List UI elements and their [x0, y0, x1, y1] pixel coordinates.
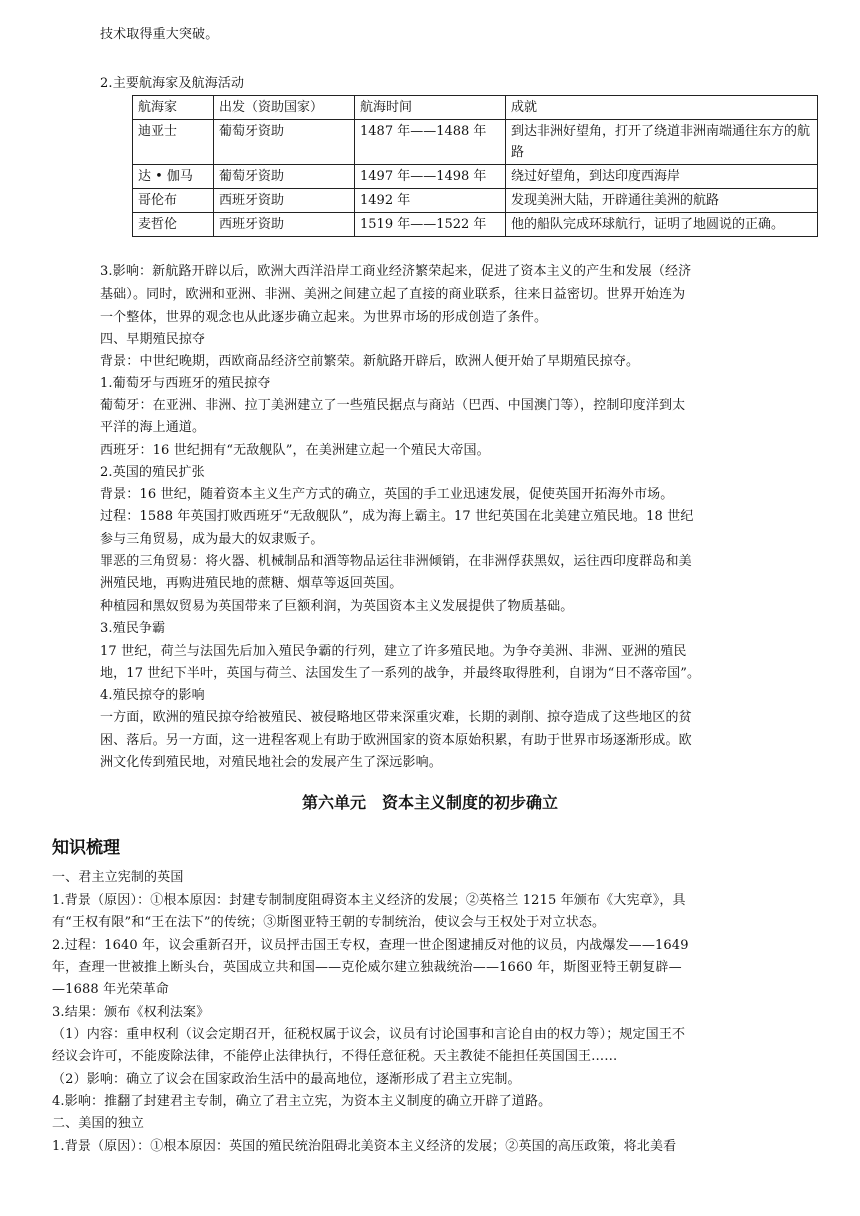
table-header-cell: 航海家 — [133, 96, 214, 120]
table-cell: 发现美洲大陆，开辟通往美洲的航路 — [506, 189, 818, 213]
table-cell: 1497 年——1498 年 — [355, 165, 506, 189]
text-line: 过程：1588 年英国打败西班牙“无敌舰队”，成为海上霸主。17 世纪英国在北美建立殖民地。18 世纪 — [100, 509, 694, 524]
text-line: 经议会许可，不能废除法律，不能停止法律执行，不得任意征税。天主教徒不能担任英国国王…… — [52, 1049, 618, 1064]
text-line: 3.影响：新航路开辟以后，欧洲大西洋沿岸工商业经济繁荣起来，促进了资本主义的产生和发展（经济 — [100, 264, 692, 279]
text-line: 葡萄牙：在亚洲、非洲、拉丁美洲建立了一些殖民据点与商站（巴西、中国澳门等），控制印度洋到太 — [100, 398, 686, 413]
table-cell: 他的船队完成环球航行，证明了地圆说的正确。 — [506, 213, 818, 237]
text-line: 平洋的海上通道。 — [100, 420, 206, 435]
text-line: 3.结果：颁布《权利法案》 — [52, 1005, 210, 1020]
text-line: （1）内容：重申权利（议会定期召开，征税权属于议会，议员有讨论国事和言论自由的权力等）；规定国王不 — [52, 1027, 686, 1042]
text-line: 罪恶的三角贸易：将火器、机械制品和酒等物品运往非洲倾销，在非洲俘获黑奴，运往西印度群岛和美 — [100, 554, 692, 569]
text-line: 年，查理一世被推上断头台，英国成立共和国——克伦威尔建立独裁统治——1660 年，斯图亚特王朝复辟— — [52, 960, 682, 975]
text-line: 1.背景（原因）：①根本原因：封建专制制度阻碍资本主义经济的发展；②英格兰 1215 年颁布《大宪章》，具 — [52, 893, 686, 908]
text-line: 西班牙：16 世纪拥有“无敌舰队”，在美洲建立起一个殖民大帝国。 — [100, 443, 490, 458]
table-row — [133, 213, 818, 237]
table-cell: 哥伦布 — [133, 189, 214, 213]
section-title: 知识梳理 — [52, 838, 120, 858]
table-cell: 麦哲伦 — [133, 213, 214, 237]
text-line: 一方面，欧洲的殖民掠夺给被殖民、被侵略地区带来深重灾难，长期的剥削、掠夺造成了这些地区的贫 — [100, 710, 692, 725]
text-line: 2.英国的殖民扩张 — [100, 465, 205, 480]
text-line: 背景：16 世纪，随着资本主义生产方式的确立，英国的手工业迅速发展，促使英国开拓海外市场。 — [100, 487, 674, 502]
table-header-cell: 航海时间 — [355, 96, 506, 120]
table-cell: 1492 年 — [355, 189, 506, 213]
table-header-row — [133, 96, 818, 120]
text-line: （2）影响：确立了议会在国家政治生活中的最高地位，逐渐形成了君主立宪制。 — [52, 1072, 521, 1087]
table-cell: 葡萄牙资助 — [214, 120, 355, 165]
table-cell: 到达非洲好望角，打开了绕道非洲南端通往东方的航路 — [506, 120, 818, 165]
text-line: 1.葡萄牙与西班牙的殖民掠夺 — [100, 376, 271, 391]
text-line: 技术取得重大突破。 — [100, 27, 219, 42]
table-cell: 西班牙资助 — [214, 189, 355, 213]
text-line: 背景：中世纪晚期，西欧商品经济空前繁荣。新航路开辟后，欧洲人便开始了早期殖民掠夺。 — [100, 354, 640, 369]
table-cell: 1519 年——1522 年 — [355, 213, 506, 237]
text-line: 17 世纪，荷兰与法国先后加入殖民争霸的行列，建立了许多殖民地。为争夺美洲、非洲、亚洲的殖民 — [100, 644, 687, 659]
text-line: 参与三角贸易，成为最大的奴隶贩子。 — [100, 532, 324, 547]
table-cell: 绕过好望角，到达印度西海岸 — [506, 165, 818, 189]
text-line: 3.殖民争霸 — [100, 621, 166, 636]
text-line: 一、君主立宪制的英国 — [52, 870, 184, 885]
table-row — [133, 189, 818, 213]
text-line: 种植园和黑奴贸易为英国带来了巨额利润，为英国资本主义发展提供了物质基础。 — [100, 599, 574, 614]
unit-title: 第六单元 资本主义制度的初步确立 — [301, 793, 558, 812]
table-cell: 葡萄牙资助 — [214, 165, 355, 189]
text-line: 基础）。同时，欧洲和亚洲、非洲、美洲之间建立起了直接的商业联系，往来日益密切。世界开始连为 — [100, 287, 686, 302]
text-line: 洲文化传到殖民地，对殖民地社会的发展产生了深远影响。 — [100, 755, 442, 770]
text-line: 地，17 世纪下半叶，英国与荷兰、法国发生了一系列的战争，并最终取得胜利，自诩为“日不落帝国”。 — [100, 666, 701, 681]
text-line: 一个整体，世界的观念也从此逐步确立起来。为世界市场的形成创造了条件。 — [100, 310, 548, 325]
text-line: —1688 年光荣革命 — [52, 982, 169, 997]
table-cell: 西班牙资助 — [214, 213, 355, 237]
text-line: 4.殖民掠夺的影响 — [100, 688, 205, 703]
text-line: 四、早期殖民掠夺 — [100, 332, 206, 347]
navigators-table — [132, 95, 818, 237]
table-cell: 达 • 伽马 — [133, 165, 214, 189]
table-row — [133, 120, 818, 165]
text-line: 困、落后。另一方面，这一进程客观上有助于欧洲国家的资本原始积累，有助于世界市场逐渐形成。欧 — [100, 733, 692, 748]
table-header-cell: 出发（资助国家） — [214, 96, 355, 120]
table-cell: 迪亚士 — [133, 120, 214, 165]
text-line: 洲殖民地，再购进殖民地的蔗糖、烟草等返回英国。 — [100, 576, 403, 591]
text-line: 1.背景（原因）：①根本原因：英国的殖民统治阻碍北美资本主义经济的发展；②英国的高压政策，将北美看 — [52, 1139, 677, 1154]
subheading: 2.主要航海家及航海活动 — [100, 76, 245, 91]
text-line: 二、美国的独立 — [52, 1116, 145, 1131]
table-header-cell: 成就 — [506, 96, 818, 120]
text-line: 4.影响：推翻了封建君主专制，确立了君主立宪，为资本主义制度的确立开辟了道路。 — [52, 1094, 552, 1109]
text-line: 有“王权有限”和“王在法下”的传统；③斯图亚特王朝的专制统治，使议会与王权处于对立状态。 — [52, 915, 606, 930]
table-row — [133, 165, 818, 189]
text-line: 2.过程：1640 年，议会重新召开，议员抨击国王专权，查理一世企图逮捕反对他的议员，内战爆发——1649 — [52, 938, 689, 953]
table-cell: 1487 年——1488 年 — [355, 120, 506, 165]
